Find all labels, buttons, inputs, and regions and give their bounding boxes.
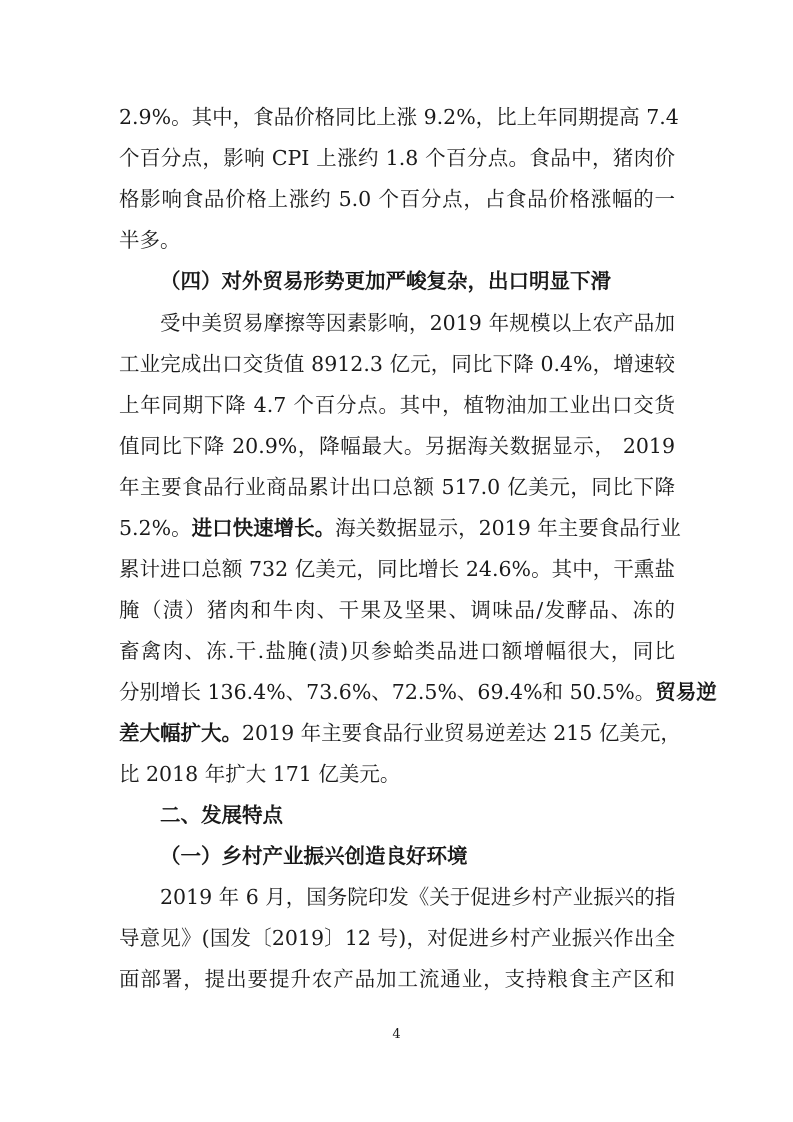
text-line: 受中美贸易摩擦等因素影响，2019 年规模以上农产品加 <box>160 311 675 335</box>
text-span: 海关数据显示，2019 年主要食品行业 <box>335 516 681 540</box>
text-line: 导意见》(国发〔2019〕12 号)，对促进乡村产业振兴作出全 <box>119 926 675 950</box>
subsection-heading: （一）乡村产业振兴创造良好环境 <box>160 844 468 868</box>
text-line: 工业完成出口交货值 8912.3 亿元，同比下降 0.4%，增速较 <box>119 352 675 376</box>
bold-phrase: 差大幅扩大。 <box>119 721 242 745</box>
text-line: 个百分点，影响 CPI 上涨约 1.8 个百分点。食品中，猪肉价 <box>119 146 675 170</box>
text-line: 格影响食品价格上涨约 5.0 个百分点，占食品价格涨幅的一 <box>119 187 675 211</box>
text-line: 畜禽肉、冻.干.盐腌(渍)贝参蛤类品进口额增幅很大，同比 <box>119 639 675 663</box>
text-line: 累计进口总额 732 亿美元，同比增长 24.6%。其中，干熏盐 <box>119 557 675 581</box>
bold-phrase: 贸易逆 <box>655 680 717 704</box>
text-span: 分别增长 136.4%、73.6%、72.5%、69.4%和 50.5%。 <box>119 680 656 704</box>
text-line: 面部署，提出要提升农产品加工流通业，支持粮食主产区和 <box>119 967 675 991</box>
text-line <box>119 720 681 746</box>
section-heading: 二、发展特点 <box>160 803 283 827</box>
text-span: 2019 年主要食品行业贸易逆差达 215 亿美元， <box>242 721 681 745</box>
text-line: 年主要食品行业商品累计出口总额 517.0 亿美元，同比下降 <box>119 475 675 499</box>
text-line: 上年同期下降 4.7 个百分点。其中，植物油加工业出口交货 <box>119 393 675 417</box>
text-line: 值同比下降 20.9%，降幅最大。另据海关数据显示， 2019 <box>119 434 675 458</box>
section-heading: （四）对外贸易形势更加严峻复杂，出口明显下滑 <box>160 269 611 293</box>
bold-phrase: 进口快速增长。 <box>191 516 336 540</box>
text-line: 半多。 <box>119 228 181 252</box>
page-number: 4 <box>392 1027 401 1042</box>
text-line <box>119 515 681 541</box>
text-line <box>119 679 717 705</box>
text-line: 腌（渍）猪肉和牛肉、干果及坚果、调味品/发酵品、冻的 <box>119 598 675 622</box>
text-line: 2019 年 6 月，国务院印发《关于促进乡村产业振兴的指 <box>160 885 676 909</box>
text-line: 比 2018 年扩大 171 亿美元。 <box>119 762 401 786</box>
text-span: 5.2%。 <box>119 516 192 540</box>
text-line: 2.9%。其中，食品价格同比上涨 9.2%，比上年同期提高 7.4 <box>119 105 679 129</box>
